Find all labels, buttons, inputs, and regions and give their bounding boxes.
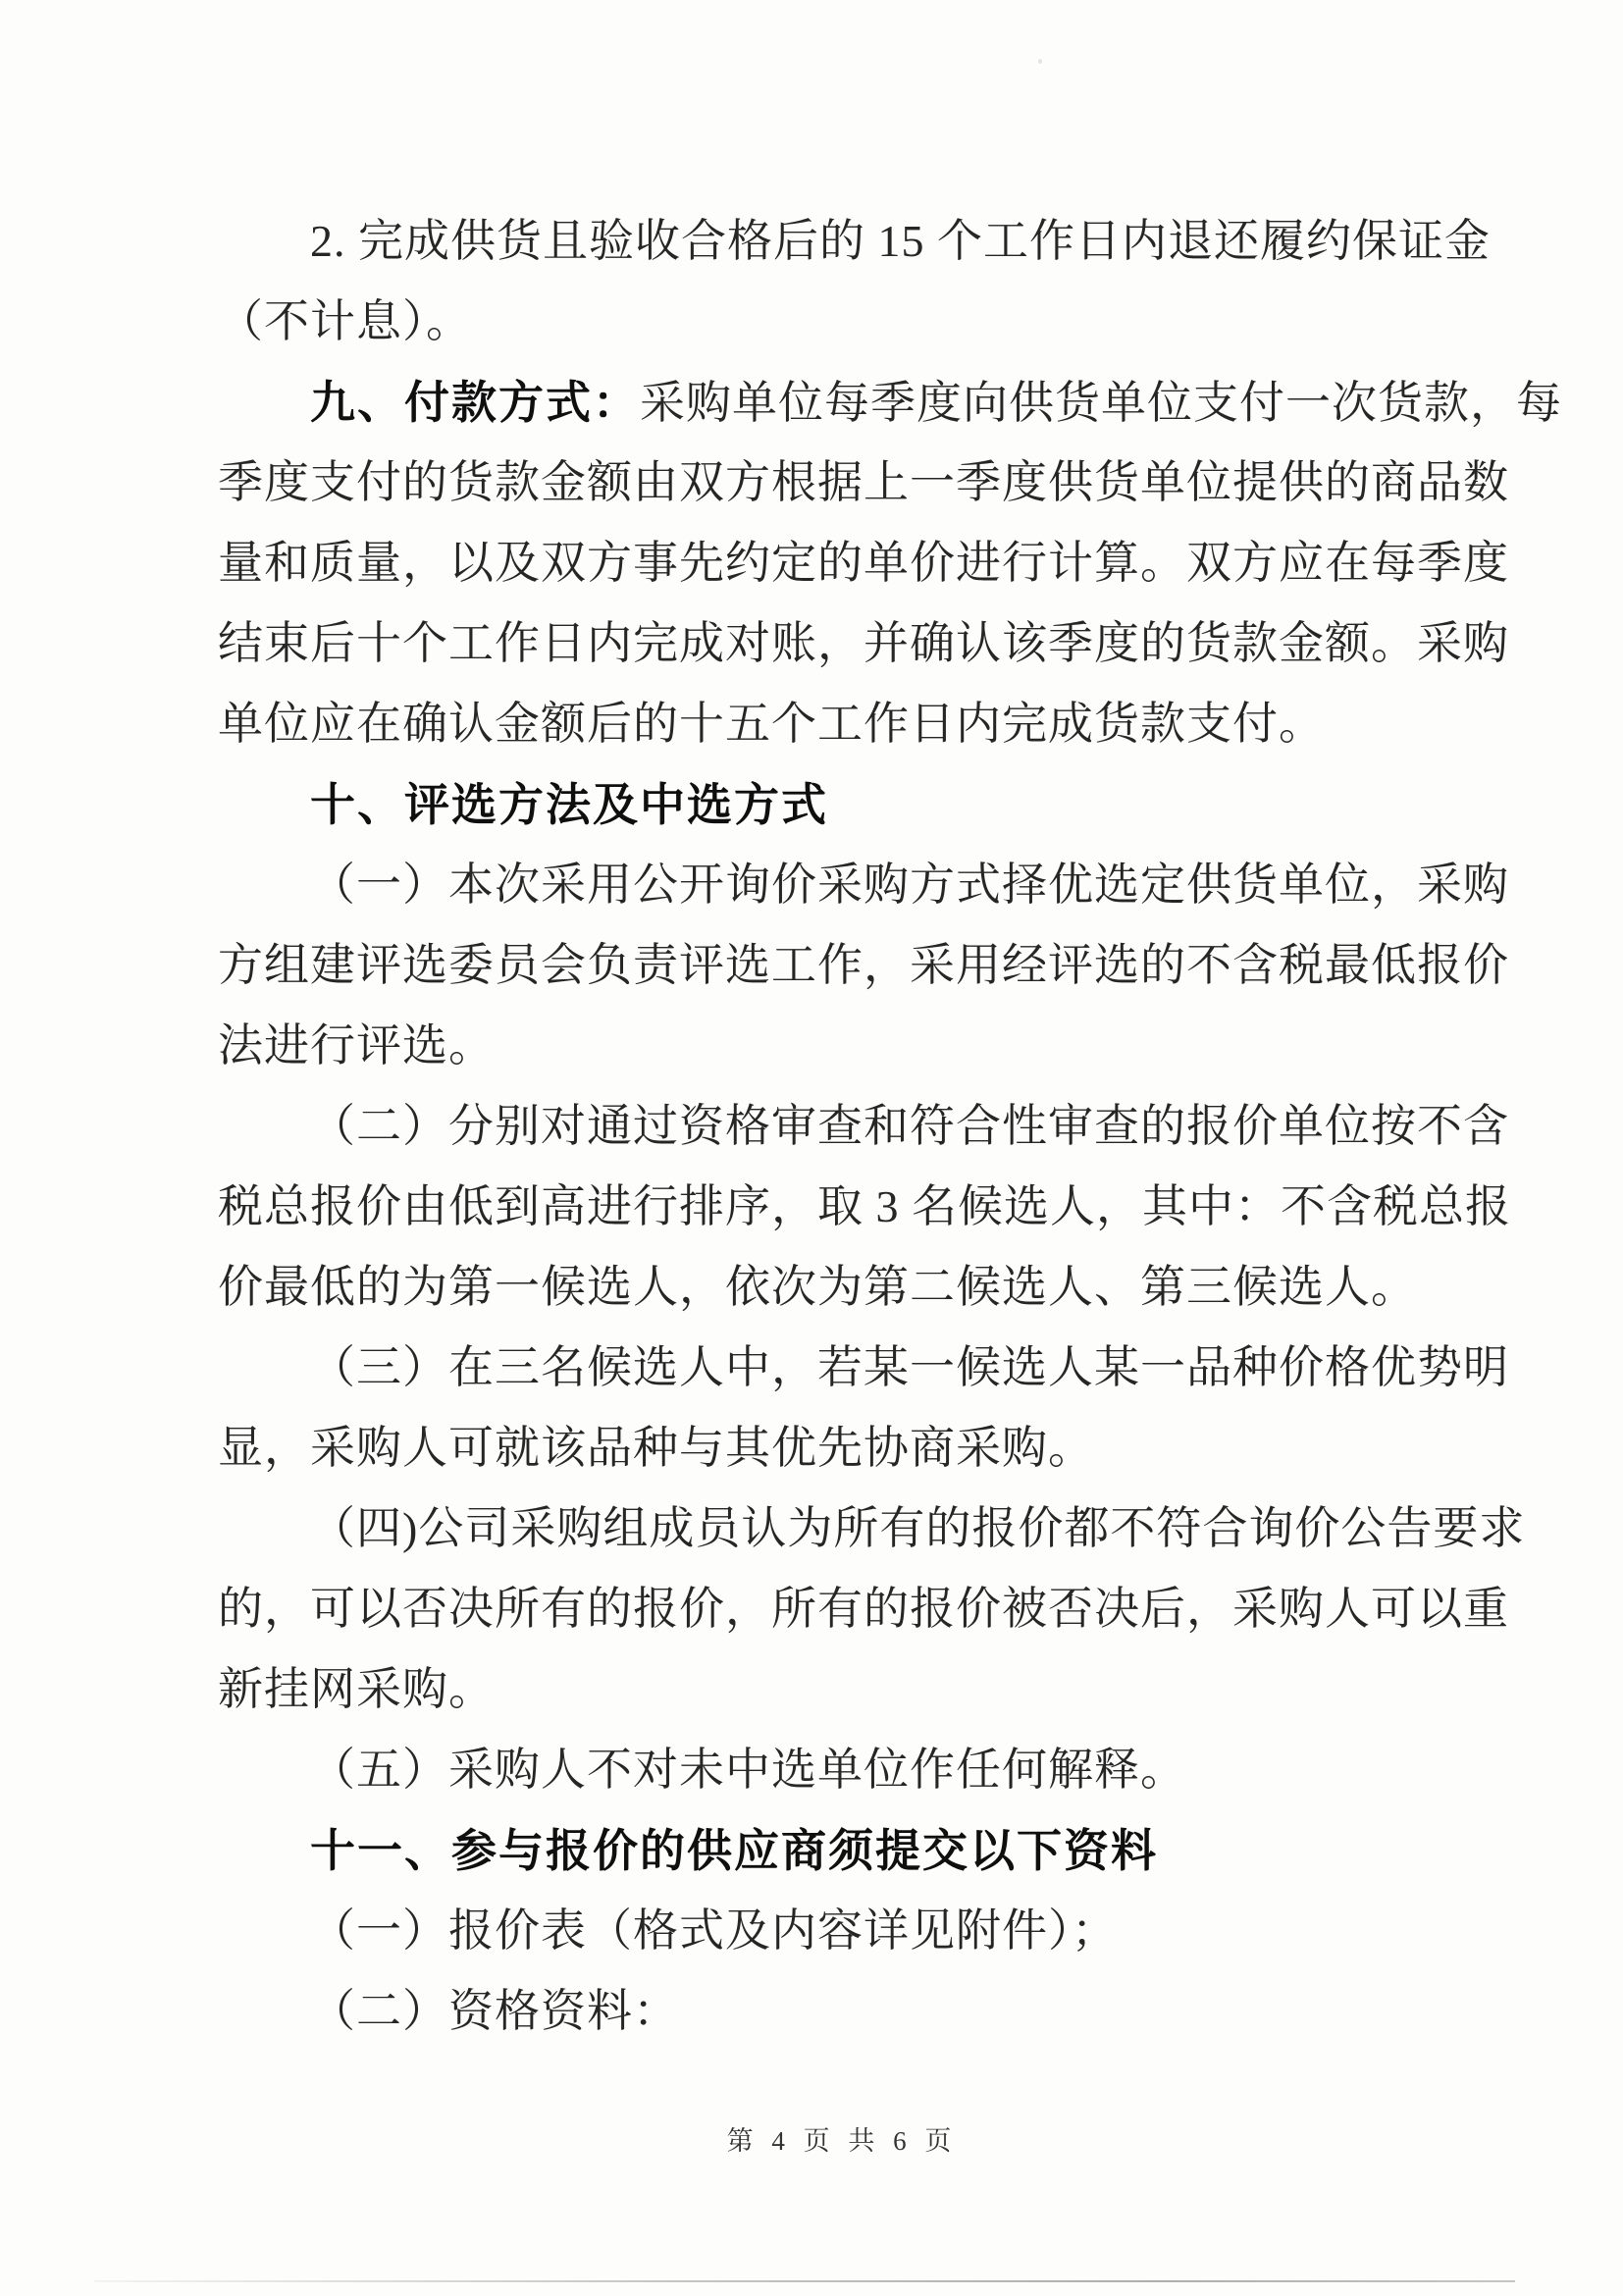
text-line: [218, 1971, 1474, 2052]
bold-text-segment: 九、付款方式：: [310, 377, 640, 428]
text-line: [218, 1730, 1474, 1810]
body-text-segment: 法进行评选。: [218, 1020, 495, 1070]
text-line: [218, 1649, 1474, 1730]
bold-text-segment: 十一、参与报价的供应商须提交以下资料: [310, 1825, 1158, 1876]
text-line: [218, 362, 1562, 443]
body-text-segment: （五）采购人不对未中选单位作任何解释。: [310, 1745, 1186, 1795]
body-text-segment: 单位应在确认金额后的十五个工作日内完成货款支付。: [218, 699, 1325, 749]
body-text-segment: 税总报价由低到高进行排序，取 3 名候选人，其中：不含税总报: [218, 1181, 1511, 1231]
text-line: [218, 845, 1509, 925]
section-heading: [218, 764, 1474, 845]
text-line: [218, 603, 1509, 684]
body-text-segment: （一）本次采用公开询价采购方式择优选定供货单位，采购: [310, 860, 1509, 910]
body-text-segment: 2. 完成供货且验收合格后的 15 个工作日内退还履约保证金: [310, 216, 1491, 266]
text-line: [218, 1488, 1526, 1569]
text-line: [218, 1328, 1509, 1408]
text-line: [218, 1569, 1509, 1649]
text-line: [218, 523, 1509, 603]
page-number-footer: 第 4 页 共 6 页: [726, 2126, 958, 2156]
body-text-segment: 季度支付的货款金额由双方根据上一季度供货单位提供的商品数: [218, 457, 1509, 507]
text-line: [218, 925, 1509, 1006]
body-text-segment: 量和质量，以及双方事先约定的单价进行计算。双方应在每季度: [218, 538, 1509, 588]
text-line: [218, 443, 1509, 523]
body-text-segment: 方组建评选委员会负责评选工作，采用经评选的不含税最低报价: [218, 940, 1509, 990]
text-line: [218, 1006, 1474, 1086]
text-line: [218, 1247, 1474, 1328]
body-text-segment: （二）分别对通过资格审查和符合性审查的报价单位按不含: [310, 1101, 1509, 1151]
text-line: [218, 201, 1491, 282]
body-text-segment: （三）在三名候选人中，若某一候选人某一品种价格优势明: [310, 1342, 1509, 1392]
bold-text-segment: 十、评选方法及中选方式: [310, 779, 828, 830]
body-text-segment: 采购单位每季度向供货单位支付一次货款，每: [640, 378, 1562, 428]
scan-noise-speck: [1038, 59, 1042, 64]
text-line: [218, 684, 1474, 764]
text-line: [218, 1891, 1474, 1971]
body-text-segment: 新挂网采购。: [218, 1664, 495, 1714]
body-text-segment: （二）资格资料：: [310, 1986, 679, 2036]
document-body: [218, 201, 1562, 2052]
text-line: [218, 1408, 1474, 1488]
scan-edge-line: [94, 2280, 1515, 2282]
text-line: [218, 1167, 1511, 1247]
text-line: [218, 1086, 1509, 1167]
body-text-segment: （不计息）。: [218, 296, 472, 346]
body-text-segment: 价最低的为第一候选人，依次为第二候选人、第三候选人。: [218, 1262, 1417, 1312]
body-text-segment: 结束后十个工作日内完成对账，并确认该季度的货款金额。采购: [218, 618, 1509, 668]
body-text-segment: （一）报价表（格式及内容详见附件）；: [310, 1905, 1118, 1956]
section-heading: [218, 1810, 1474, 1891]
body-text-segment: （四)公司采购组成员认为所有的报价都不符合询价公告要求: [310, 1503, 1526, 1553]
text-line: [218, 282, 1474, 362]
body-text-segment: 显，采购人可就该品种与其优先协商采购。: [218, 1423, 1094, 1473]
body-text-segment: 的，可以否决所有的报价，所有的报价被否决后，采购人可以重: [218, 1584, 1509, 1634]
